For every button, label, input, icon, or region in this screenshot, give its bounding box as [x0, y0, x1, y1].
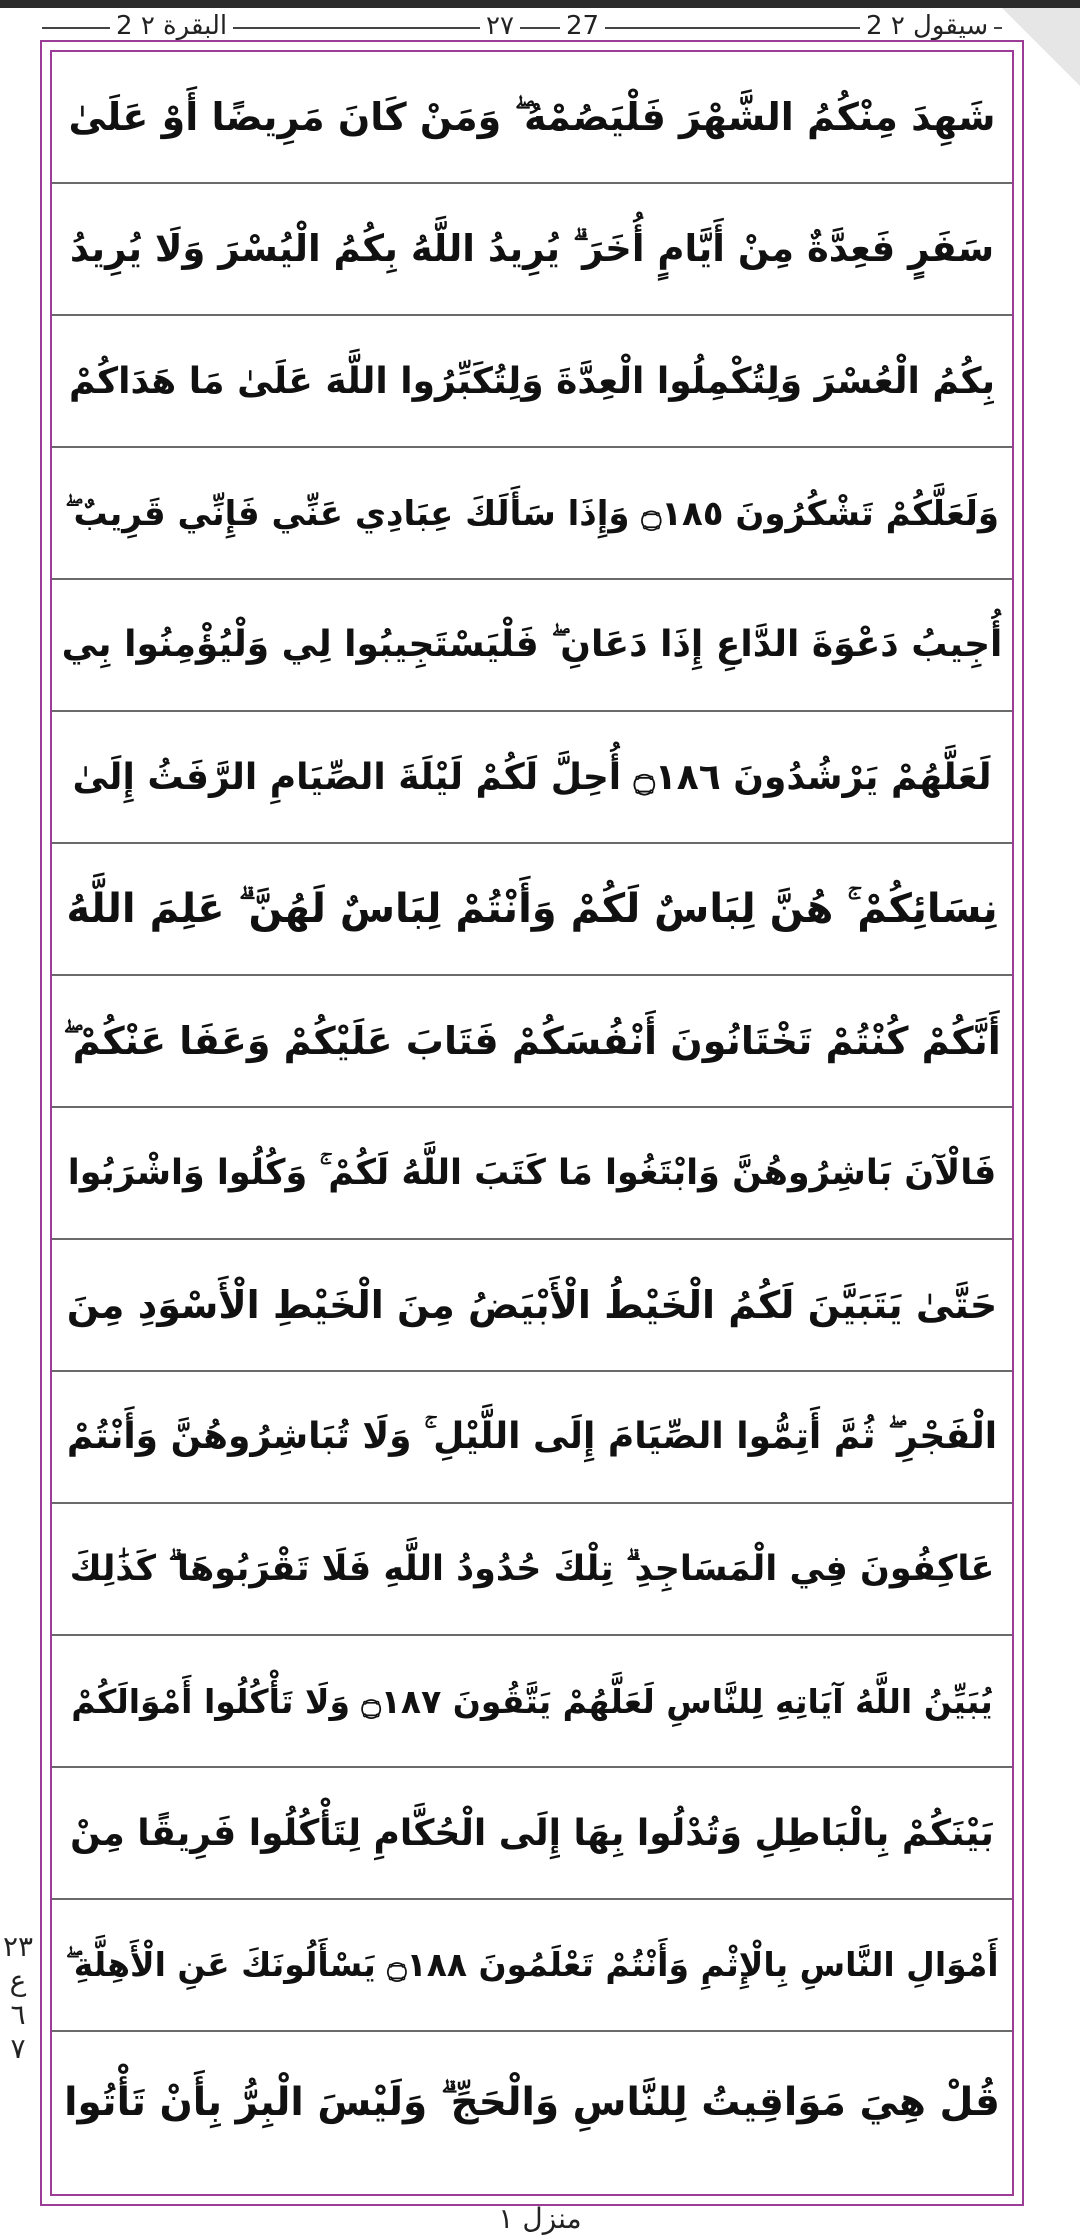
verse-text: أَمْوَالِ النَّاسِ بِالْإِثْمِ وَأَنْتُمْ تَعْلَمُونَ ۝١٨٨ يَسْأَلُونَكَ عَنِ الْأَهِلَّةِ ۖ: [65, 1945, 999, 1984]
verse-text: سَفَرٍ فَعِدَّةٌ مِنْ أَيَّامٍ أُخَرَ ۗ يُرِيدُ اللَّهُ بِكُمُ الْيُسْرَ وَلَا يُرِيدُ: [69, 227, 995, 270]
ruku-count: ٦: [10, 1998, 26, 2031]
ruku-verses: ٧: [10, 2032, 26, 2065]
verse-text: بَيْنَكُمْ بِالْبَاطِلِ وَتُدْلُوا بِهَا إِلَى الْحُكَّامِ لِتَأْكُلُوا فَرِيقًا مِنْ: [70, 1812, 994, 1854]
verse-text: الْفَجْرِ ۖ ثُمَّ أَتِمُّوا الصِّيَامَ إِلَى اللَّيْلِ ۚ وَلَا تُبَاشِرُوهُنَّ وَأَنْتُمْ: [66, 1416, 998, 1457]
verse-text: حَتَّىٰ يَتَبَيَّنَ لَكُمُ الْخَيْطُ الْأَبْيَضُ مِنَ الْخَيْطِ الْأَسْوَدِ مِنَ: [66, 1283, 998, 1327]
verse-text: شَهِدَ مِنْكُمُ الشَّهْرَ فَلْيَصُمْهُ ۖ وَمَنْ كَانَ مَرِيضًا أَوْ عَلَىٰ: [68, 94, 996, 139]
header-page-number: 27: [560, 10, 605, 42]
verse-text: أَنَّكُمْ كُنْتُمْ تَخْتَانُونَ أَنْفُسَكُمْ فَتَابَ عَلَيْكُمْ وَعَفَا عَنْكُمْ ۖ: [63, 1018, 1001, 1063]
verse-line: [52, 1372, 1012, 1504]
ruku-marker: [0, 1930, 36, 2066]
verse-line: [52, 844, 1012, 976]
verse-text: عَاكِفُونَ فِي الْمَسَاجِدِ ۗ تِلْكَ حُدُودُ اللَّهِ فَلَا تَقْرَبُوهَا ۗ كَذَٰلِكَ: [69, 1549, 995, 1589]
ruku-symbol: ع: [9, 1964, 27, 1997]
manzil-footer: منزل ١: [498, 2202, 582, 2235]
verse-line: [52, 580, 1012, 712]
verse-text: فَالْآنَ بَاشِرُوهُنَّ وَابْتَغُوا مَا كَتَبَ اللَّهُ لَكُمْ ۚ وَكُلُوا وَاشْرَبُوا: [67, 1153, 997, 1193]
verse-line: [52, 52, 1012, 184]
verse-line: [52, 448, 1012, 580]
verse-text: يُبَيِّنُ اللَّهُ آيَاتِهِ لِلنَّاسِ لَعَلَّهُمْ يَتَّقُونَ ۝١٨٧ وَلَا تَأْكُلُوا أَمْوَالَكُمْ: [71, 1681, 993, 1721]
verse-text: نِسَائِكُمْ ۚ هُنَّ لِبَاسٌ لَكُمْ وَأَنْتُمْ لِبَاسٌ لَهُنَّ ۗ عَلِمَ اللَّهُ: [66, 886, 998, 932]
verse-text: بِكُمُ الْعُسْرَ وَلِتُكْمِلُوا الْعِدَّةَ وَلِتُكَبِّرُوا اللَّهَ عَلَىٰ مَا هَدَاكُمْ: [68, 360, 996, 402]
verse-line: [52, 1504, 1012, 1636]
verse-line: [52, 184, 1012, 316]
verse-line: [52, 976, 1012, 1108]
verse-line: [52, 712, 1012, 844]
ruku-number: ٢٣: [2, 1930, 34, 1963]
status-bar: [0, 0, 1080, 8]
verse-line: [52, 1108, 1012, 1240]
verse-line: [52, 1768, 1012, 1900]
verse-line: [52, 1636, 1012, 1768]
header-juz: 2 سيقول ٢: [860, 10, 994, 42]
verse-text: قُلْ هِيَ مَوَاقِيتُ لِلنَّاسِ وَالْحَجِّ ۗ وَلَيْسَ الْبِرُّ بِأَنْ تَأْتُوا: [64, 2079, 1000, 2125]
header-surah: 2 البقرة ٢: [110, 10, 233, 42]
verse-text: أُجِيبُ دَعْوَةَ الدَّاعِ إِذَا دَعَانِ ۖ فَلْيَسْتَجِيبُوا لِي وَلْيُؤْمِنُوا بِي: [61, 624, 1003, 665]
verse-line: [52, 1240, 1012, 1372]
verse-text: لَعَلَّهُمْ يَرْشُدُونَ ۝١٨٦ أُحِلَّ لَكُمْ لَيْلَةَ الصِّيَامِ الرَّفَثُ إِلَىٰ: [72, 756, 992, 798]
verse-line: [52, 316, 1012, 448]
verse-line: [52, 2032, 1012, 2172]
verse-text: وَلَعَلَّكُمْ تَشْكُرُونَ ۝١٨٥ وَإِذَا سَأَلَكَ عِبَادِي عَنِّي فَإِنِّي قَرِيبٌ ۖ: [64, 493, 1000, 534]
verse-line: [52, 1900, 1012, 2032]
header-page-arabic: ٢٧: [480, 10, 520, 42]
